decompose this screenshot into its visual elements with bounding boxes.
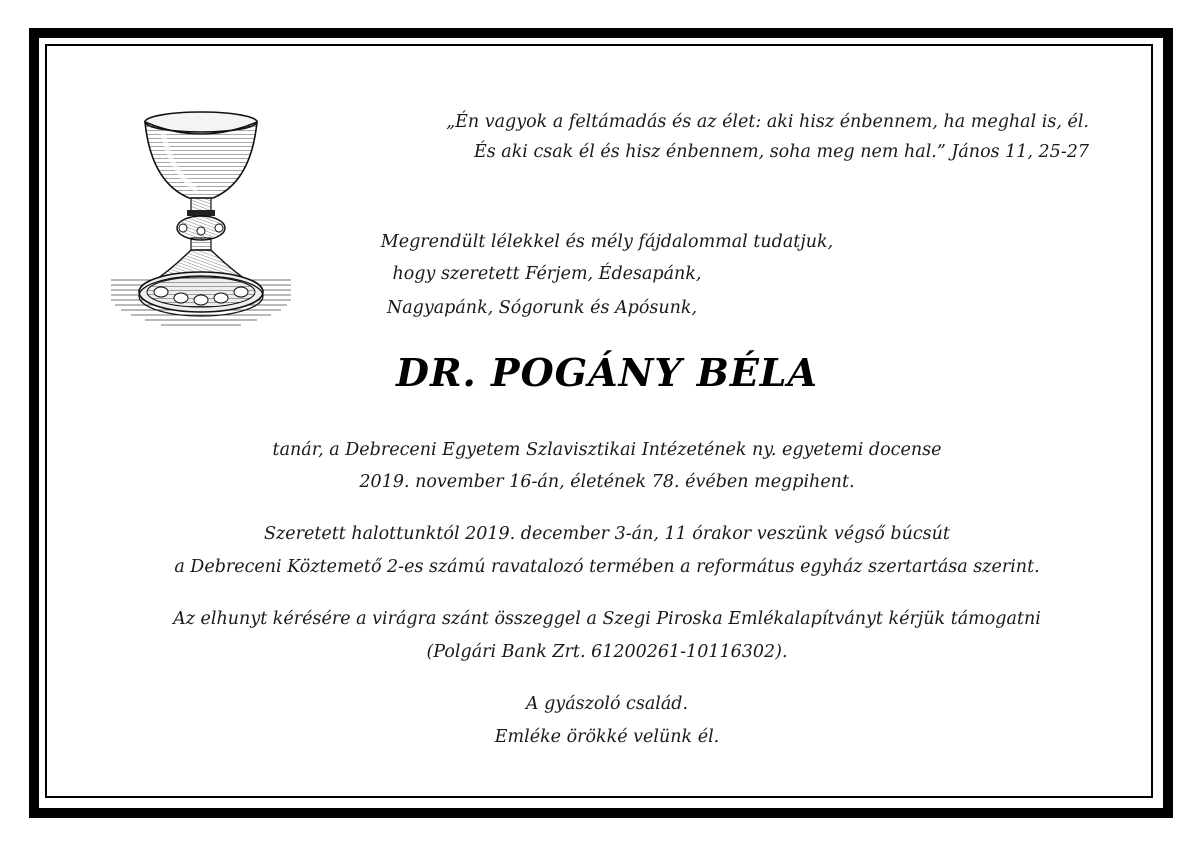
closing-line-1: A gyászoló család. <box>525 694 689 714</box>
mourning-frame-outer <box>29 28 1173 818</box>
deceased-name: DR. POGÁNY BÉLA <box>396 350 818 395</box>
details-line-1: tanár, a Debreceni Egyetem Szlavisztikai Intézetének ny. egyetemi docense <box>272 440 942 460</box>
intro-line-3: Nagyapánk, Sógorunk és Apósunk, <box>386 298 698 318</box>
donation-line-1: Az elhunyt kérésére a virágra szánt összeggel a Szegi Piroska Emlékalapítványt kérjük támogatni <box>173 609 1041 629</box>
intro-line-2: hogy szeretett Férjem, Édesapánk, <box>392 264 702 284</box>
intro-line-1: Megrendült lélekkel és mély fájdalommal tudatjuk, <box>380 232 834 252</box>
mourning-frame-gap <box>39 38 1163 808</box>
bible-quote-line-1: „Én vagyok a feltámadás és az élet: aki hisz énbennem, ha meghal is, él. <box>446 112 1089 132</box>
details-line-2: 2019. november 16-án, életének 78. évében megpihent. <box>359 472 855 492</box>
funeral-line-1: Szeretett halottunktól 2019. december 3-án, 11 órakor veszünk végső búcsút <box>264 524 950 544</box>
mourning-frame-inner <box>45 44 1153 798</box>
funeral-line-2: a Debreceni Köztemető 2-es számú ravatalozó termében a református egyház szertartása szerint. <box>174 557 1040 577</box>
chalice-engraving-icon <box>111 110 291 336</box>
bible-quote-line-2: És aki csak él és hisz énbennem, soha meg nem hal.” János 11, 25-27 <box>473 142 1089 162</box>
donation-line-2: (Polgári Bank Zrt. 61200261-10116302). <box>426 642 788 662</box>
closing-line-2: Emléke örökké velünk él. <box>494 727 720 747</box>
